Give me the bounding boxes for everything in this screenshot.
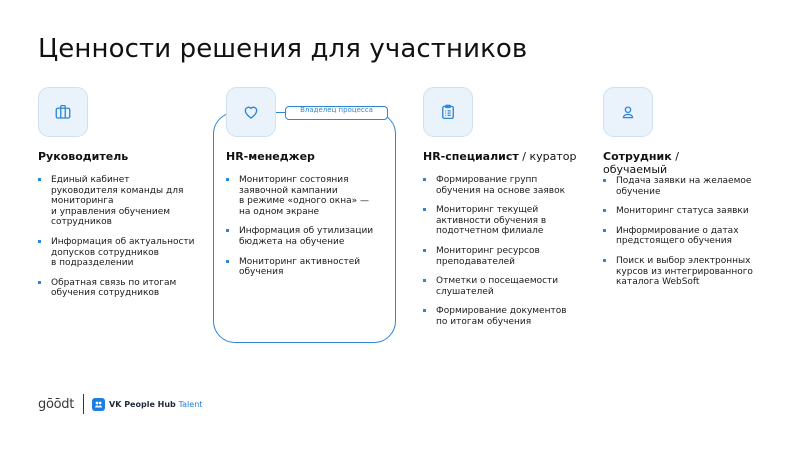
bullet-item — [603, 176, 753, 197]
bullet-line: Единый кабинет — [51, 175, 130, 185]
user-icon — [619, 103, 637, 121]
bullet-line: Отметки о посещаемости — [436, 276, 559, 287]
bullet-line: Формирование групп — [436, 175, 538, 185]
bullet-line: каталога WebSoft — [616, 277, 700, 288]
column-title-employee — [603, 150, 679, 176]
bullet-line: бюджета на обучение — [239, 236, 345, 247]
column-title-bold: HR-специалист — [423, 150, 519, 163]
bullet-line: руководителя команды для — [51, 185, 184, 196]
bullet-line: по итогам обучения — [436, 316, 532, 327]
clipboard-icon — [439, 103, 457, 121]
bullet-line: Мониторинг активностей — [239, 256, 361, 267]
bullet-item — [423, 175, 567, 196]
column-title-rest: / — [671, 150, 679, 163]
bullet-item — [38, 175, 195, 228]
bullet-line: на одном экране — [239, 206, 320, 217]
bullet-item — [423, 276, 567, 297]
logo-divider — [83, 394, 84, 414]
icon-box-employee — [603, 87, 653, 137]
bullet-line: Мониторинг текущей — [436, 205, 539, 216]
process-owner-badge: Владелец процесса — [285, 106, 388, 120]
bullet-line: Обратная связь по итогам — [51, 277, 177, 288]
bullet-line: и управления обучением — [51, 206, 171, 217]
bullet-line: Мониторинг статуса заявки — [616, 206, 749, 217]
bullet-line: Подача заявки на желаемое — [616, 176, 752, 186]
column-title-hr-specialist — [423, 150, 576, 163]
bullet-line: Мониторинг состояния — [239, 175, 349, 185]
column-title-rest: / куратор — [518, 150, 577, 163]
bullet-line: сотрудников — [51, 217, 112, 228]
bullet-item — [603, 256, 753, 288]
bullet-line: Информация об утилизации — [239, 226, 374, 237]
bullet-line: Мониторинг ресурсов — [436, 245, 540, 256]
bullet-item — [38, 237, 195, 269]
bullet-line: обучения сотрудников — [51, 288, 160, 299]
bullet-item — [423, 306, 567, 327]
bullet-line: в подразделении — [51, 258, 134, 269]
bullet-line: в режиме «одного окна» — — [239, 196, 369, 207]
bullet-item — [226, 257, 373, 278]
bullet-line: Информирование о датах — [616, 225, 739, 236]
bullet-line: обучения на основе заявок — [436, 185, 566, 196]
vk-logo-main: VK People Hub — [109, 399, 176, 409]
bullet-item — [38, 278, 195, 299]
bullet-line: обучения — [239, 267, 284, 278]
vk-people-hub-logo — [109, 400, 202, 409]
heart-icon — [242, 103, 260, 121]
vk-people-hub-icon — [92, 398, 105, 411]
vk-logo-accent: Talent — [178, 399, 203, 409]
bullet-item — [423, 246, 567, 267]
page-title: Ценности решения для участников — [38, 34, 528, 64]
bullet-line: заявочной кампании — [239, 185, 338, 196]
bullet-line: преподавателей — [436, 256, 516, 267]
bullet-line: допусков сотрудников — [51, 247, 159, 258]
icon-box-manager — [38, 87, 88, 137]
bullet-line: мониторинга — [51, 196, 114, 207]
bullet-item — [226, 226, 373, 247]
bullet-item — [603, 226, 753, 247]
bullet-line: активности обучения в — [436, 215, 547, 226]
bullet-line: Информация об актуальности — [51, 236, 195, 247]
bullets-employee — [603, 176, 753, 288]
bullets-manager — [38, 175, 195, 299]
column-title-hr-manager — [226, 150, 315, 163]
bullets-hr-manager — [226, 175, 373, 278]
icon-box-hr-specialist — [423, 87, 473, 137]
bullet-line: слушателей — [436, 286, 494, 297]
briefcase-icon — [54, 103, 72, 121]
bullet-item — [423, 205, 567, 237]
footer-logos — [38, 394, 202, 414]
column-title-manager — [38, 150, 128, 163]
bullet-line: Поиск и выбор электронных — [616, 255, 751, 266]
goodt-logo: gōōdt — [38, 396, 75, 412]
bullet-item — [226, 175, 373, 217]
icon-box-hr-manager — [226, 87, 276, 137]
column-title-line2: обучаемый — [603, 163, 668, 176]
column-title-bold: HR-менеджер — [226, 150, 315, 163]
bullets-hr-specialist — [423, 175, 567, 328]
bullet-line: обучение — [616, 186, 661, 197]
column-title-bold: Сотрудник — [603, 150, 672, 163]
bullet-item — [603, 206, 753, 217]
bullet-line: подотчетном филиале — [436, 226, 544, 237]
column-title-bold: Руководитель — [38, 150, 129, 163]
bullet-line: предстоящего обучения — [616, 236, 732, 247]
bullet-line: Формирование документов — [436, 306, 567, 317]
bullet-line: курсов из интегрированного — [616, 266, 753, 277]
